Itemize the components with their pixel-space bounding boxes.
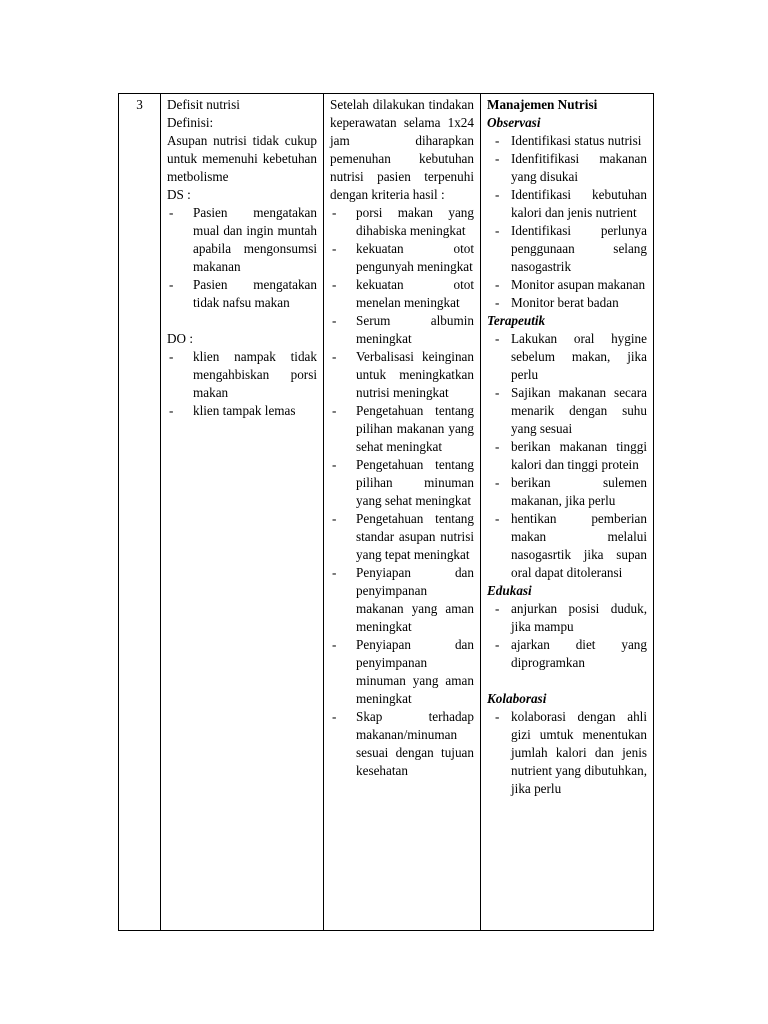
terapeutik-heading: Terapeutik [487,313,546,328]
outcome-cell [324,94,481,931]
list-item: - Idenfitifikasi makanan yang disukai [487,150,647,186]
list-item: - hentikan pemberian makan melalui nasogasrtik jika supan oral dapat ditoleransi [487,510,647,582]
kolaborasi-heading: Kolaborasi [487,691,547,706]
edukasi-list [487,600,647,672]
list-item: - Lakukan oral hygine sebelum makan, jika perlu [487,330,647,384]
criteria-list [330,204,474,780]
list-item: - Monitor asupan makanan [487,276,647,294]
list-item: - Verbalisasi keinginan untuk meningkatkan nutrisi meningkat [330,348,474,402]
kolaborasi-list [487,708,647,798]
row-number: 3 [136,97,143,112]
ds-list [167,204,317,312]
ds-label: DS : [167,187,191,202]
list-item: - klien nampak tidak mengahbiskan porsi makan [167,348,317,402]
nursing-care-plan-table [118,93,654,931]
list-item: - Skap terhadap makanan/minuman sesuai dengan tujuan kesehatan [330,708,474,780]
do-label: DO : [167,331,194,346]
list-item: - Sajikan makanan secara menarik dengan suhu yang sesuai [487,384,647,438]
list-item: - Monitor berat badan [487,294,647,312]
list-item: - Pasien mengatakan mual dan ingin muntah apabila mengonsumsi makanan [167,204,317,276]
outcome-intro: Setelah dilakukan tindakan keperawatan selama 1x24 jam diharapkan pemenuhan kebutuhan nutrisi pasien terpenuhi dengan kriteria hasil : [330,97,474,202]
diagnosis-title: Defisit nutrisi [167,97,240,112]
spacer [487,672,647,690]
list-item: - anjurkan posisi duduk, jika mampu [487,600,647,636]
definition-label: Definisi: [167,115,214,130]
list-item: - Identifikasi perlunya penggunaan selang nasogastrik [487,222,647,276]
list-item: - berikan makanan tinggi kalori dan tinggi protein [487,438,647,474]
diagnosis-cell [161,94,324,931]
list-item: - Identifikasi status nutrisi [487,132,647,150]
list-item: - Pengetahuan tentang standar asupan nutrisi yang tepat meningkat [330,510,474,564]
list-item: - klien tampak lemas [167,402,317,420]
row-number-cell [119,94,161,931]
list-item: - ajarkan diet yang diprogramkan [487,636,647,672]
list-item: - Pengetahuan tentang pilihan minuman yang sehat meningkat [330,456,474,510]
list-item: - Identifikasi kebutuhan kalori dan jenis nutrient [487,186,647,222]
intervention-title: Manajemen Nutrisi [487,97,598,112]
do-list [167,348,317,420]
table-row [119,94,654,931]
intervention-cell [481,94,654,931]
list-item: - kekuatan otot menelan meningkat [330,276,474,312]
list-item: - Pasien mengatakan tidak nafsu makan [167,276,317,312]
terapeutik-list [487,330,647,582]
list-item: - Pengetahuan tentang pilihan makanan yang sehat meningkat [330,402,474,456]
list-item: - Penyiapan dan penyimpanan minuman yang aman meningkat [330,636,474,708]
definition-text: Asupan nutrisi tidak cukup untuk memenuhi kebetuhan metbolisme [167,133,317,184]
observasi-heading: Observasi [487,115,541,130]
spacer [167,312,317,330]
list-item: - kekuatan otot pengunyah meningkat [330,240,474,276]
edukasi-heading: Edukasi [487,583,532,598]
list-item: - porsi makan yang dihabiska meningkat [330,204,474,240]
observasi-list [487,132,647,312]
list-item: - berikan sulemen makanan, jika perlu [487,474,647,510]
list-item: - Penyiapan dan penyimpanan makanan yang aman meningkat [330,564,474,636]
list-item: - kolaborasi dengan ahli gizi umtuk menentukan jumlah kalori dan jenis nutrient yang dibutuhkan, jika perlu [487,708,647,798]
list-item: - Serum albumin meningkat [330,312,474,348]
